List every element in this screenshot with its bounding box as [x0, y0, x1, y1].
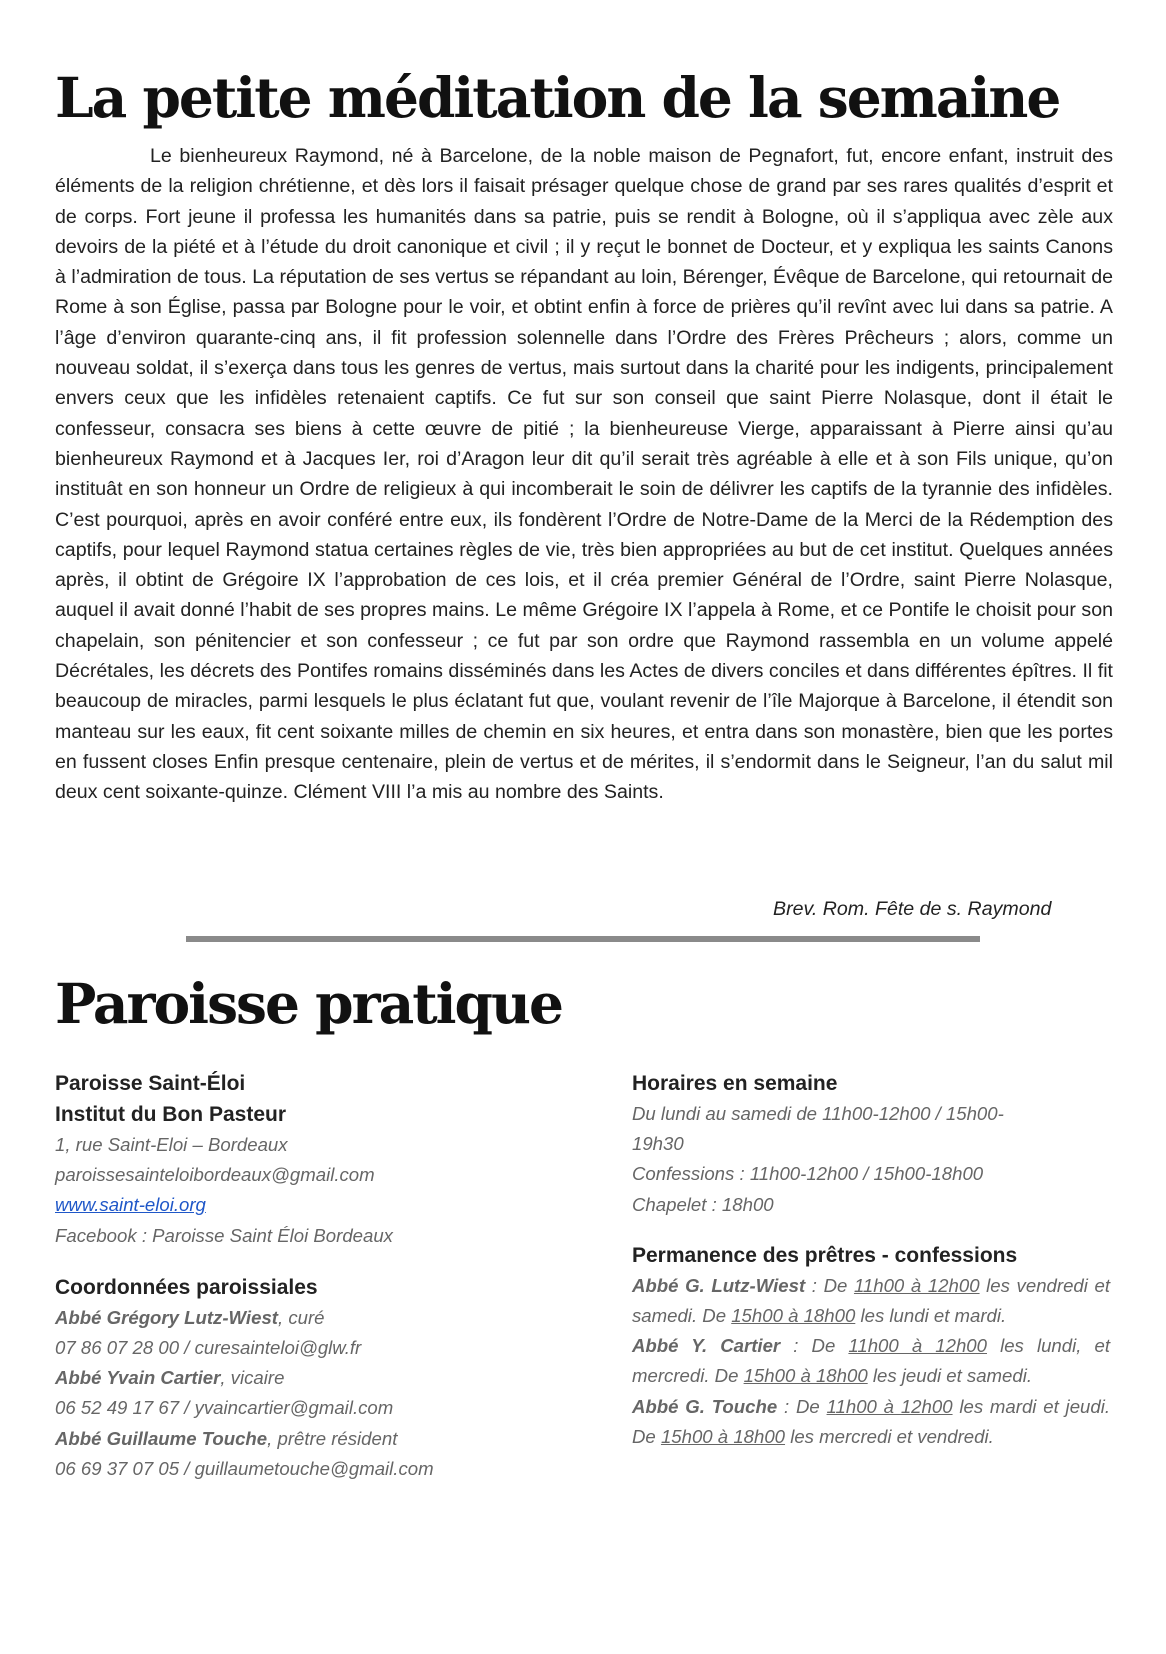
text-fragment: : De [805, 1274, 854, 1296]
parish-institute: Institut du Bon Pasteur [55, 1103, 286, 1126]
time-slot: 15h00 à 18h00 [660, 1425, 786, 1447]
text-fragment: les mercredi et vendredi. [785, 1425, 994, 1447]
meditation-text: Le bienheureux Raymond, né à Barcelone, de la noble maison de Pegnafort, fut, encore enfant, instruit des éléments de la religion chrétienne, et dès lors il faisait présager quelque chose de grand par ses rares qualités d’esprit et de corps. Fort jeune il professa les humanités dans sa patrie, puis se rendit à Bologne, où il s’appliqua avec zèle aux devoirs de la piété et à l’étude du droit canonique et civil ; il y reçut le bonnet de Docteur, et y expliqua les saints Canons à l’admiration de tous. La réputation de ses vertus se répandant au loin, Bérenger, Évêque de Barcelone, qui retournait de Rome à son Église, passa par Bologne pour le voir, et obtint enfin à force de prières qu’il revînt avec lui dans sa patrie. A l’âge d’environ quarante-cinq ans, il fit profession solennelle dans l’Ordre des Frères Prêcheurs ; alors, comme un nouveau soldat, il s’exerça dans tous les genres de vertus, mais surtout dans la charité pour les indigents, principalement envers ceux que les infidèles retenaient captifs. Ce fut sur son conseil que saint Pierre Nolasque, dont il était le confesseur, consacra ses biens à cette œuvre de pitié ; la bienheureuse Vierge, apparaissant à Pierre ainsi qu’au bienheureux Raymond et à Jacques Ier, roi d’Aragon leur dit qu’il serait très agréable à elle et à son Fils unique, qu’on instituât en son honneur un Ordre de religieux à qui incomberait le soin de délivrer les captifs de la tyrannie des infidèles. C’est pourquoi, après en avoir conféré entre eux, ils fondèrent l’Ordre de Notre-Dame de la Merci de la Rédemption des captifs, pour lequel Raymond statua certaines règles de vie, très bien appropriées au but de cet institut. Quelques années après, il obtint de Grégoire IX l’approbation de ces lois, et il créa premier Général de l’Ordre, saint Pierre Nolasque, auquel il avait donné l’habit de ses propres mains. Le même Grégoire IX l’appela à Rome, et ce Pontife le choisit pour son chapelain, son pénitencier et son confesseur ; ce fut par son ordre que Raymond rassembla en un volume appelé Décrétales, les décrets des Pontifes romains disséminés dans les Actes de divers conciles et dans différentes épîtres. Il fit beaucoup de miracles, parmi lesquels le plus éclatant fut que, voulant revenir de l’île Majorque à Barcelone, il étendit son manteau sur les eaux, fit cent soixante milles de chemin en six heures, et entra dans son monastère, bien que les portes en fussent closes Enfin presque centenaire, plein de vertus et de mérites, il s’endormit dans le Seigneur, l’an du salut mil deux cent soixante-quinze. Clément VIII l’a mis au nombre des Saints. [55, 145, 1113, 804]
text-fragment: : De [780, 1335, 849, 1357]
coordonnees-heading: Coordonnées paroissiales [55, 1275, 318, 1299]
confessions-hours: Confessions : 11h00-12h00 / 15h00-18h00 [632, 1163, 984, 1185]
time-slot: 11h00 à 12h00 [853, 1274, 980, 1296]
meditation-body [55, 141, 1113, 808]
clergy-entry [55, 1424, 533, 1454]
text-fragment: : De [777, 1395, 827, 1417]
clergy-role: , vicaire [220, 1367, 285, 1389]
clergy-entry [55, 1303, 533, 1333]
time-slot: 11h00 à 12h00 [826, 1395, 953, 1417]
parish-name: Paroisse Saint-Éloi [55, 1072, 246, 1095]
time-slot: 11h00 à 12h00 [848, 1335, 987, 1357]
section-divider [186, 936, 980, 942]
parish-website-link[interactable]: www.saint-eloi.org [55, 1194, 206, 1216]
text-fragment: les lundi et mardi. [855, 1305, 1007, 1327]
clergy-contact: 06 69 37 07 05 / guillaumetouche@gmail.com [55, 1457, 434, 1479]
clergy-role: , curé [277, 1306, 325, 1328]
parish-facebook: Facebook : Paroisse Saint Éloi Bordeaux [55, 1224, 393, 1246]
time-slot: 15h00 à 18h00 [743, 1365, 868, 1387]
spacer [55, 1251, 533, 1272]
parish-email[interactable]: paroissesainteloibordeaux@gmail.com [55, 1164, 375, 1186]
permanence-entry [632, 1331, 1110, 1391]
permanence-heading: Permanence des prêtres - confessions [632, 1243, 1018, 1267]
priest-name: Abbé G. Touche [632, 1395, 778, 1417]
text-fragment: les lundi, et mercredi. De [632, 1335, 1111, 1387]
clergy-contact: 07 86 07 28 00 / curesainteloi@glw.fr [55, 1337, 362, 1359]
parish-info-column [55, 1068, 533, 1484]
text-fragment: les mardi et jeudi. De [632, 1395, 1111, 1447]
text-fragment: les jeudi et samedi. [867, 1365, 1033, 1387]
priest-name: Abbé G. Lutz-Wiest [632, 1274, 806, 1296]
meditation-source: Brev. Rom. Fête de s. Raymond [773, 898, 1052, 920]
clergy-name: Abbé Guillaume Touche [55, 1427, 268, 1449]
clergy-entry [55, 1363, 533, 1393]
permanence-entry [632, 1271, 1110, 1331]
spacer [632, 1220, 1110, 1240]
clergy-name: Abbé Grégory Lutz-Wiest [55, 1306, 278, 1328]
chapelet-hours: Chapelet : 18h00 [632, 1193, 774, 1215]
pratique-title: Paroisse pratique [55, 971, 562, 1036]
horaires-line: 19h30 [632, 1133, 684, 1155]
text-fragment: les vendredi et samedi. De [632, 1274, 1111, 1327]
time-slot: 15h00 à 18h00 [731, 1305, 856, 1327]
schedule-column [632, 1068, 1110, 1452]
permanence-entry [632, 1392, 1110, 1452]
clergy-name: Abbé Yvain Cartier [55, 1367, 221, 1389]
parish-address: 1, rue Saint-Eloi – Bordeaux [55, 1134, 288, 1155]
meditation-title: La petite méditation de la semaine [55, 65, 1060, 130]
horaires-heading: Horaires en semaine [632, 1072, 838, 1095]
horaires-line: Du lundi au samedi de 11h00-12h00 / 15h00- [632, 1103, 1004, 1124]
clergy-role: , prêtre résident [267, 1427, 398, 1449]
priest-name: Abbé Y. Cartier [632, 1335, 781, 1357]
clergy-contact: 06 52 49 17 67 / yvaincartier@gmail.com [55, 1397, 394, 1419]
